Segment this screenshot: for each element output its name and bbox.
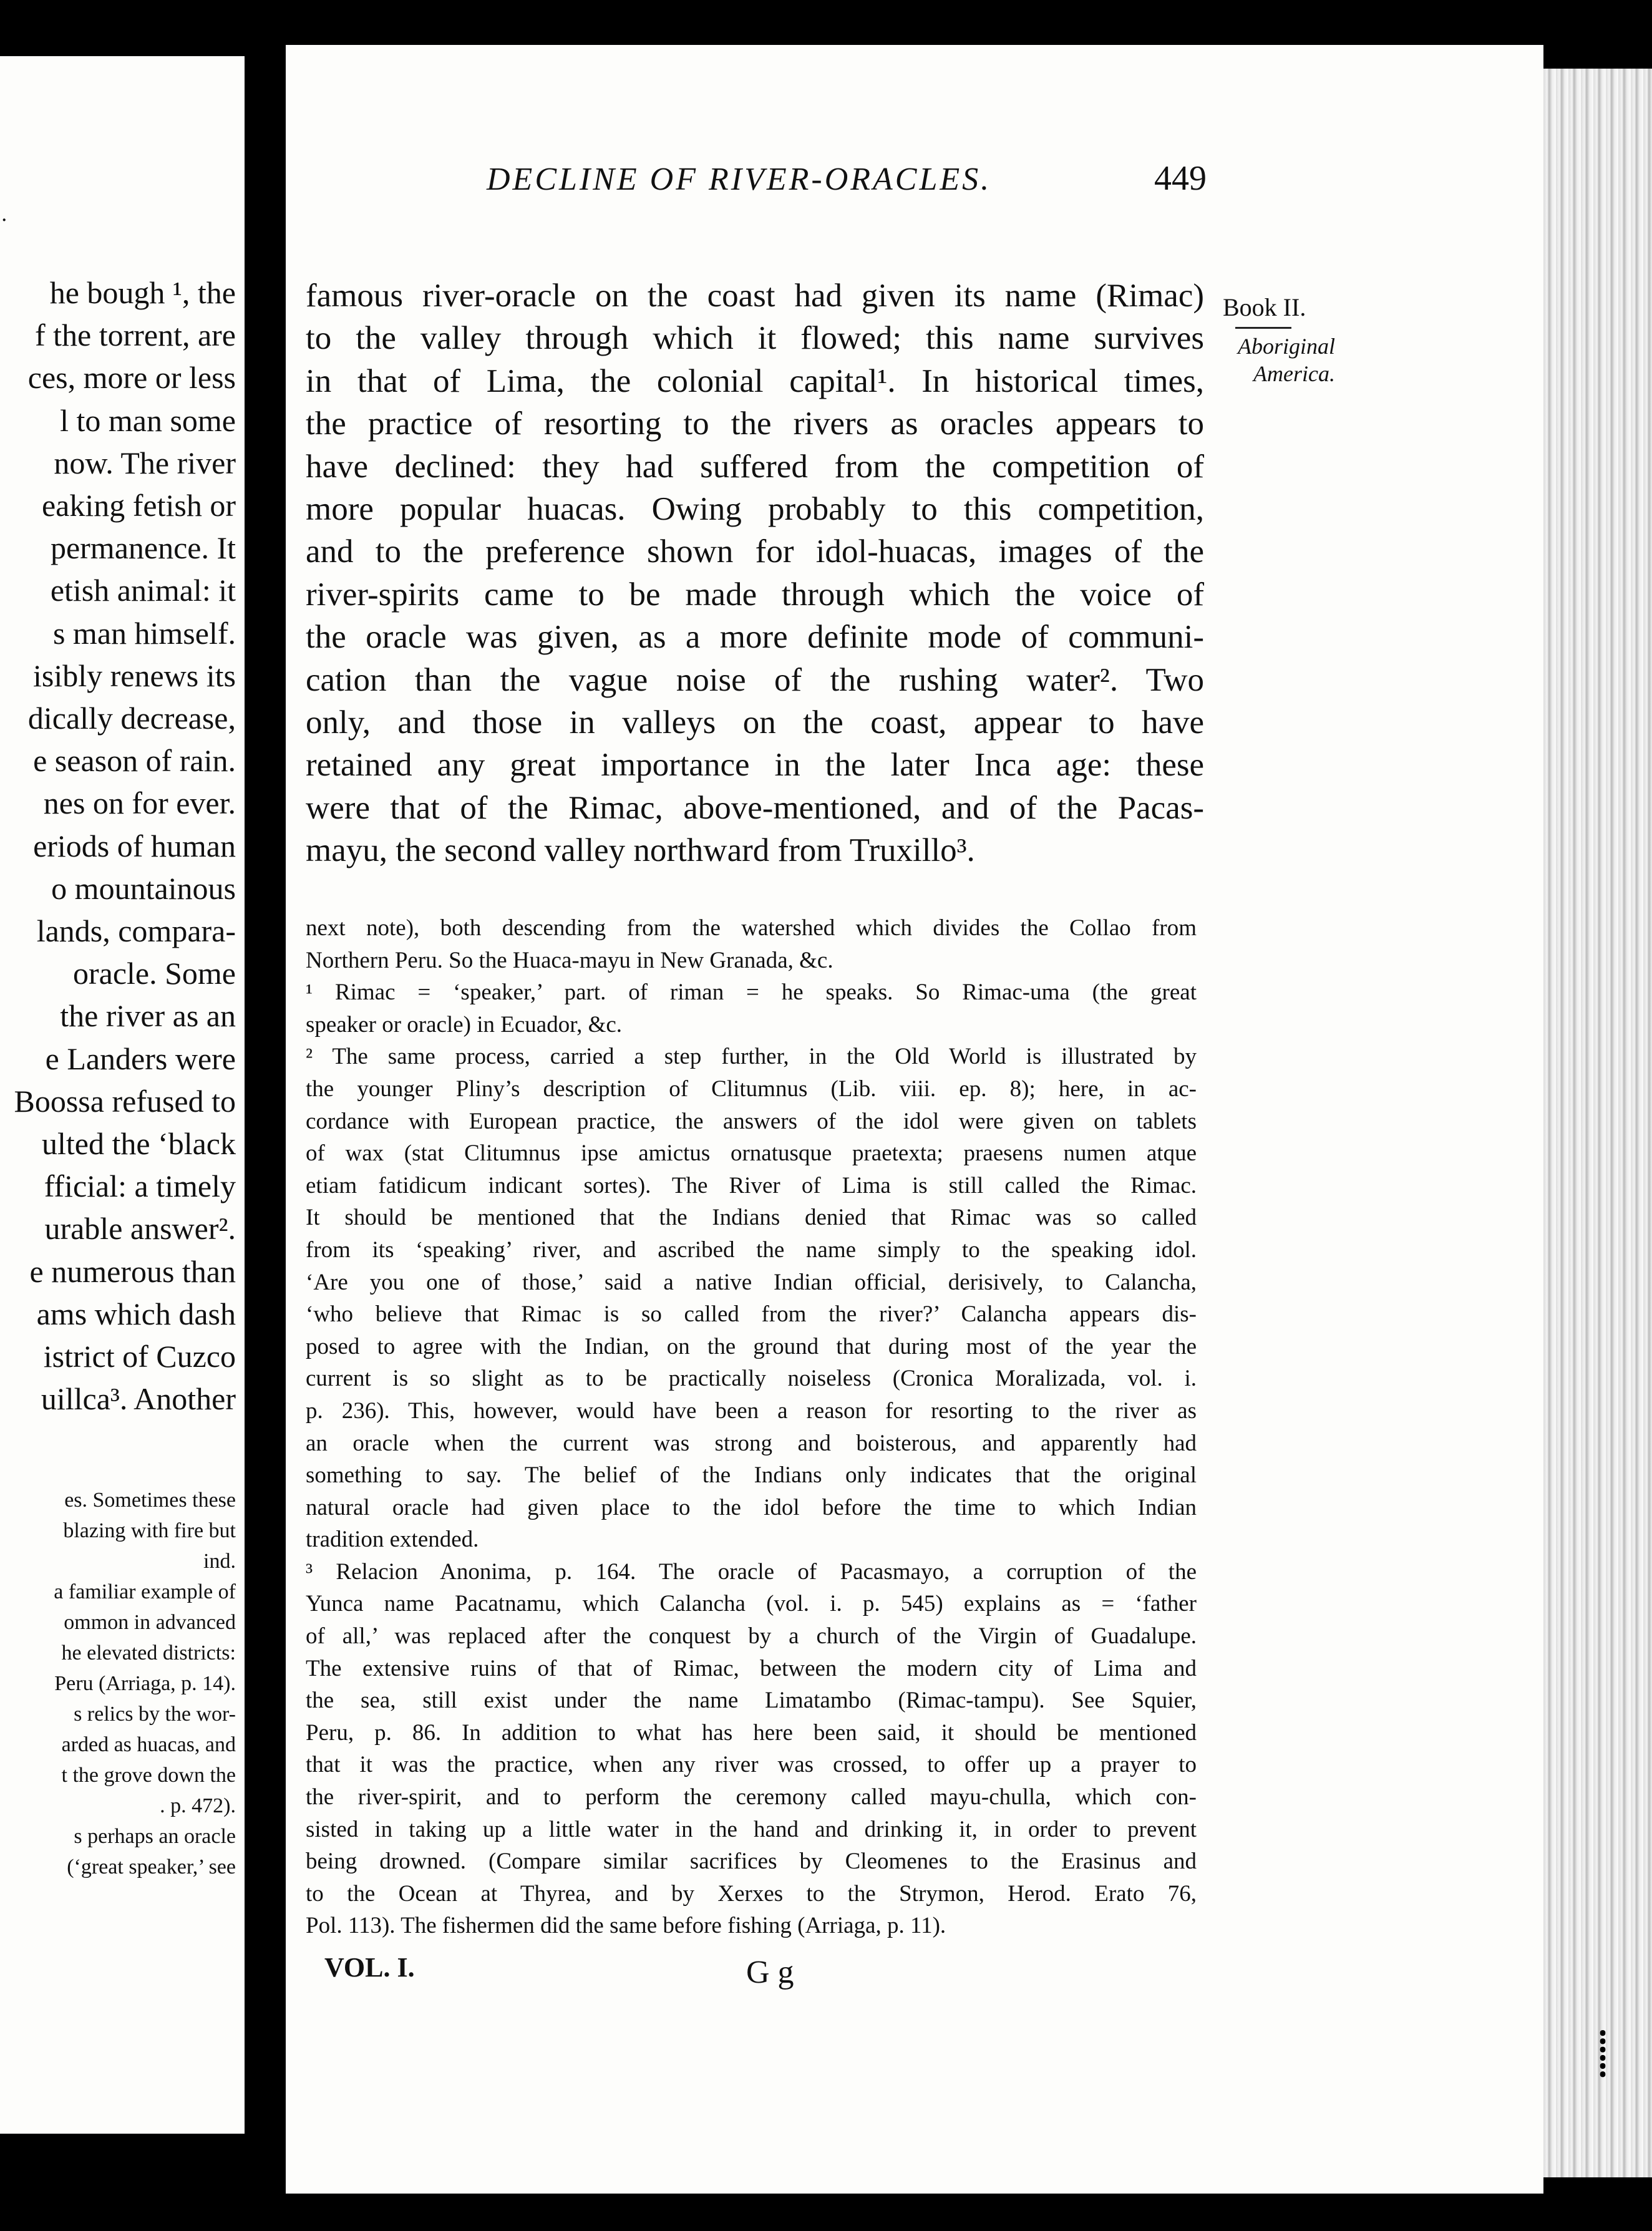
body-line: the oracle was given, as a more definite mode of communi- (306, 619, 1204, 656)
footnote-line: an oracle when the current was strong and boisterous, and apparently had (306, 1430, 1197, 1456)
scan-mark: ⸽ (1597, 2030, 1608, 2078)
sidenote-line: Aboriginal (1237, 334, 1335, 359)
footnote-line: of wax (stat Clitumnus ipse amictus ornatusque praetexta; praesens numen atque (306, 1140, 1197, 1167)
left-text-line: permanence. It (50, 530, 236, 566)
left-page-fragment (0, 56, 245, 2134)
footnote-line: the sea, still exist under the name Limatambo (Rimac-tampu). See Squier, (306, 1688, 1197, 1714)
footnote-line: natural oracle had given place to the idol before the time to which Indian (306, 1494, 1197, 1520)
left-note-line: arded as huacas, and (61, 1733, 236, 1756)
left-note-line: ommon in advanced (64, 1611, 236, 1634)
left-note-line: t the grove down the (61, 1764, 236, 1787)
left-text-line: e Landers were (45, 1041, 236, 1076)
footnote-line: being drowned. (Compare similar sacrifices by Cleomenes to the Erasinus and (306, 1849, 1197, 1875)
footnote-line: Yunca name Pacatnamu, which Calancha (vol. i. p. 545) explains as = ‘father (306, 1591, 1197, 1617)
footnote-line: ¹ Rimac = ‘speaker,’ part. of riman = he speaks. So Rimac-uma (the great (306, 979, 1197, 1006)
footnote-line: next note), both descending from the watershed which divides the Collao from (306, 915, 1197, 941)
left-text-line: the river as an (60, 998, 236, 1034)
footnote-line: tradition extended. (306, 1527, 479, 1553)
left-text-line: nes on for ever. (43, 785, 236, 821)
body-line: more popular huacas. Owing probably to this competition, (306, 490, 1204, 527)
left-text-line: fficial: a timely (44, 1169, 236, 1204)
body-line: have declined: they had suffered from the competition of (306, 448, 1204, 485)
footnote-line: ‘Are you one of those,’ said a native Indian official, derisively, to Calancha, (306, 1269, 1197, 1295)
left-text-line: f the torrent, are (34, 318, 236, 353)
left-text-line: e season of rain. (33, 743, 236, 779)
footnote-line: the river-spirit, and to perform the ceremony called mayu-chulla, which con- (306, 1784, 1197, 1811)
left-text-line: eriods of human (33, 828, 236, 863)
footnote-line: p. 236). This, however, would have been a reason for resorting to the river as (306, 1397, 1197, 1424)
body-text (306, 275, 1204, 872)
left-text-line: Boossa refused to (14, 1083, 236, 1119)
left-text-line: l to man some (60, 402, 236, 438)
left-note-line: (‘great speaker,’ see (67, 1855, 236, 1879)
left-text-line: eaking fetish or (41, 488, 236, 523)
left-note-line: s relics by the wor- (74, 1703, 236, 1726)
left-text-line: uillca³. Another (41, 1381, 236, 1417)
body-line: in that of Lima, the colonial capital¹. In historical times, (306, 362, 1204, 399)
body-line: mayu, the second valley northward from Truxillo³. (306, 832, 975, 869)
left-text-line: oracle. Some (72, 956, 236, 991)
left-note-line: a familiar example of (54, 1580, 236, 1603)
body-line: cation than the vague noise of the rushing water². Two (306, 661, 1204, 698)
left-text-line: now. The river (54, 445, 236, 480)
footnote-line: that it was the practice, when any river was crossed, to offer up a prayer to (306, 1752, 1197, 1778)
gathering-mark: G g (746, 1955, 794, 1990)
left-text-line: s man himself. (52, 615, 236, 651)
body-line: and to the preference shown for idol-huacas, images of the (306, 533, 1204, 570)
sidenote-book: Book II. (1223, 293, 1306, 321)
page-mark: ˙ (0, 213, 9, 241)
left-note-line: . p. 472). (160, 1794, 236, 1817)
body-line: retained any great importance in the later Inca age: these (306, 747, 1204, 784)
left-note-line: ind. (203, 1550, 236, 1573)
running-head: DECLINE OF RIVER-ORACLES. (487, 162, 992, 197)
footnote-line: posed to agree with the Indian, on the ground that during most of the year the (306, 1333, 1197, 1359)
body-line: famous river-oracle on the coast had given its name (Rimac) (306, 278, 1204, 314)
left-text-line: ams which dash (36, 1296, 236, 1331)
signature-mark: VOL. I. (324, 1952, 415, 1983)
body-line: only, and those in valleys on the coast, appear to have (306, 704, 1204, 741)
margin-sidenote (1223, 292, 1335, 387)
page-number: 449 (1154, 159, 1207, 198)
footnote-line: Northern Peru. So the Huaca-mayu in New Granada, &c. (306, 947, 833, 973)
left-text-line: istrict of Cuzco (43, 1339, 236, 1374)
left-note-line: s perhaps an oracle (74, 1825, 236, 1848)
footnote-line: Pol. 113). The fishermen did the same before fishing (Arriaga, p. 11). (306, 1913, 946, 1939)
left-text-line: ces, more or less (27, 360, 236, 396)
left-note-line: he elevated districts: (61, 1641, 236, 1665)
footnote-line: speaker or oracle) in Ecuador, &c. (306, 1011, 623, 1038)
body-line: were that of the Rimac, above-mentioned, and of the Pacas- (306, 789, 1204, 826)
left-text-line: etish animal: it (50, 573, 236, 608)
sidenote-rule (1235, 327, 1291, 329)
footnote-line: the younger Pliny’s description of Clitumnus (Lib. viii. ep. 8); here, in ac- (306, 1076, 1197, 1102)
footnote-line: ² The same process, carried a step further, in the Old World is illustrated by (306, 1044, 1197, 1070)
footnote-line: from its ‘speaking’ river, and ascribed the name simply to the speaking idol. (306, 1237, 1197, 1263)
left-text-line: e numerous than (29, 1253, 236, 1289)
left-note-line: blazing with fire but (63, 1519, 236, 1542)
footnote-line: something to say. The belief of the Indians only indicates that the original (306, 1462, 1197, 1489)
footnote-line: Peru, p. 86. In addition to what has here been said, it should be mentioned (306, 1719, 1197, 1746)
sidenote-line: America. (1253, 361, 1335, 386)
footnotes (306, 912, 1197, 1942)
body-line: river-spirits came to be made through which the voice of (306, 576, 1204, 613)
book-gutter (245, 37, 286, 2184)
left-text-line: he bough ¹, the (49, 275, 236, 310)
footnote-line: of all,’ was replaced after the conquest by a church of the Virgin of Guadalupe. (306, 1623, 1197, 1650)
footnote-line: cordance with European practice, the answers of the idol were given on tablets (306, 1108, 1197, 1134)
footnote-line: current is so slight as to be practically noiseless (Cronica Moralizada, vol. i. (306, 1366, 1197, 1392)
footnote-line: sisted in taking up a little water in the hand and drinking it, in order to prevent (306, 1816, 1197, 1842)
left-text-line: o mountainous (51, 870, 236, 906)
left-text-line: dically decrease, (27, 701, 236, 736)
footnote-line: to the Ocean at Thyrea, and by Xerxes to the Strymon, Herod. Erato 76, (306, 1880, 1197, 1907)
left-text-line: ulted the ‘black (42, 1126, 236, 1161)
body-line: the practice of resorting to the rivers as oracles appears to (306, 406, 1204, 442)
footnote-line: etiam fatidicum indicant sortes). The River of Lima is still called the Rimac. (306, 1172, 1197, 1198)
left-text-line: lands, compara- (36, 913, 236, 948)
left-note-line: Peru (Arriaga, p. 14). (54, 1672, 236, 1695)
footnote-line: It should be mentioned that the Indians denied that Rimac was so called (306, 1205, 1197, 1231)
left-text-line: urable answer². (44, 1211, 236, 1247)
body-line: to the valley through which it flowed; this name survives (306, 320, 1204, 357)
footnote-line: ‘who believe that Rimac is so called from the river?’ Calancha appears dis- (306, 1301, 1197, 1328)
left-note-line: es. Sometimes these (64, 1489, 236, 1512)
footnote-line: The extensive ruins of that of Rimac, between the modern city of Lima and (306, 1655, 1197, 1681)
page-edges (1543, 69, 1652, 2177)
left-text-line: isibly renews its (33, 658, 236, 693)
footnote-line: ³ Relacion Anonima, p. 164. The oracle of Pacasmayo, a corruption of the (306, 1558, 1197, 1585)
